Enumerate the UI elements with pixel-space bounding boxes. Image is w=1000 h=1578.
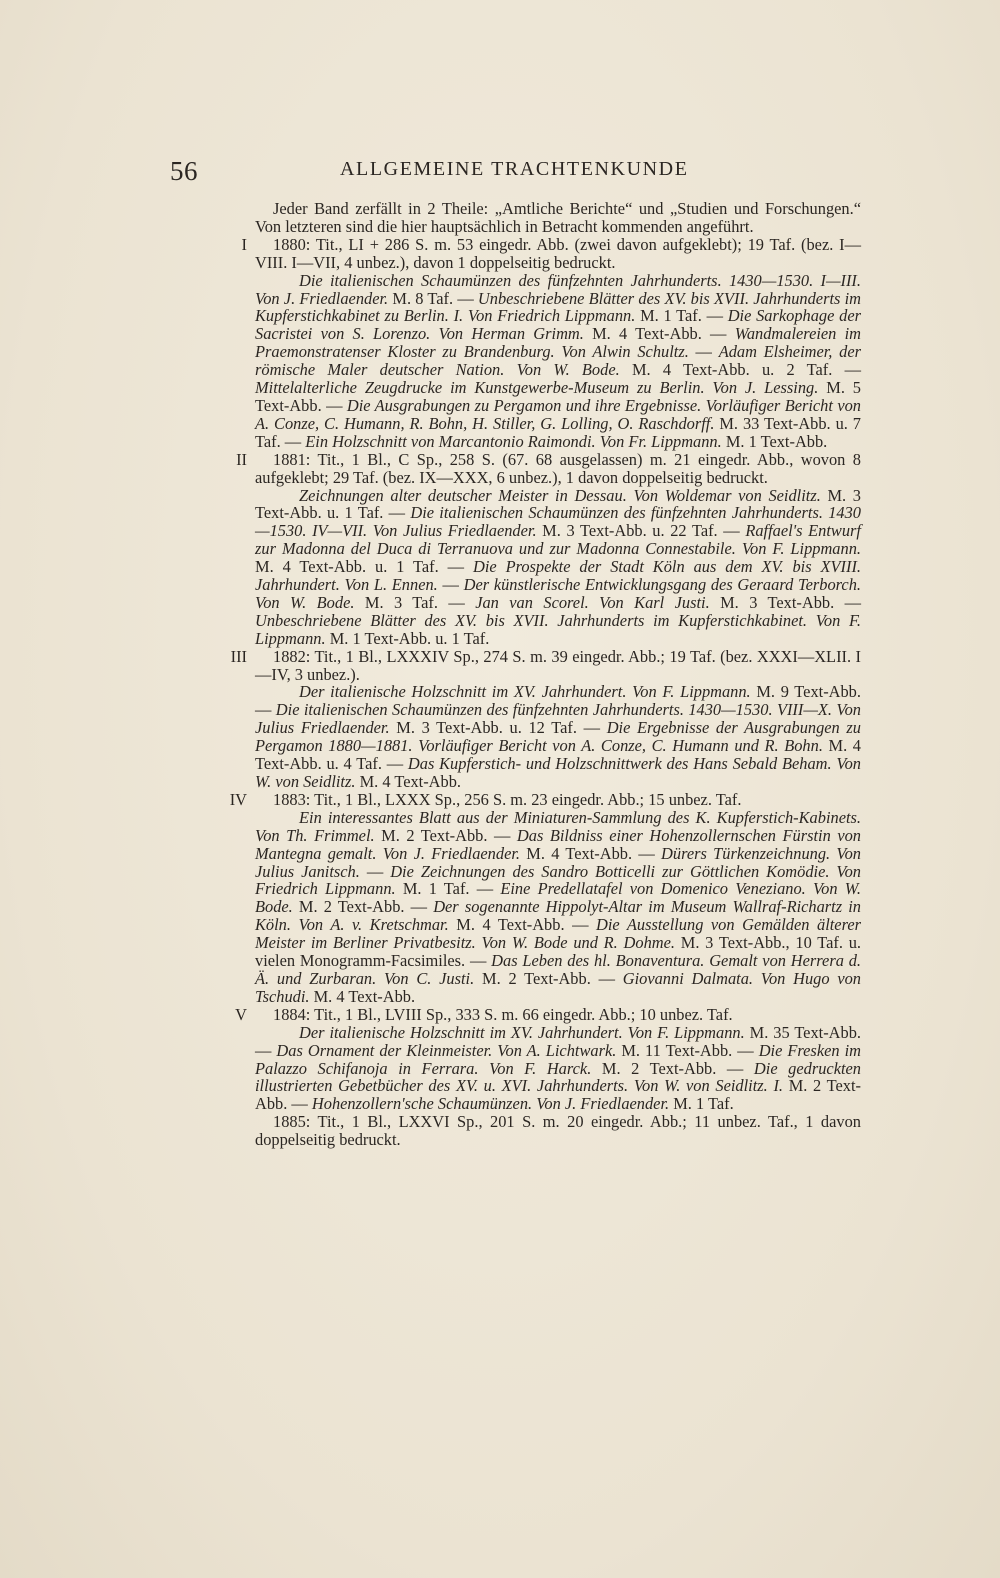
page-body bbox=[229, 199, 862, 1150]
article-title: Das Leben des hl. Bonaventura. Gemalt von Herrera d. Ä. und Zurbaran. Von C. Justi. bbox=[255, 951, 862, 988]
page-number: 56 bbox=[170, 156, 198, 186]
article-title: Raffael's Entwurf zur Madonna del Duca di Terranuova und zur Madonna Connestabile. Von F. Lippmann. bbox=[255, 521, 861, 559]
volume-heading-text: 1885: Tit., 1 Bl., LXXVI Sp., 201 S. m. 20 eingedr. Abb.; 11 unbez. Taf., 1 davon doppelseitig bedruckt. bbox=[255, 1112, 861, 1150]
volume-heading bbox=[255, 451, 861, 487]
article-title: Die Fresken im Palazzo Schifanoja in Ferrara. Von F. Harck. bbox=[255, 1040, 861, 1078]
article-details: M. 4 Text-Abb. — bbox=[520, 843, 662, 863]
article-details: M. 2 Text-Abb. — bbox=[292, 897, 434, 917]
article-title: Das Bildniss einer Hohenzollernschen Fürstin von Mantegna gemalt. Von J. Friedlaender. bbox=[255, 825, 861, 863]
article-details: M. 4 Text-Abb. u. 4 Taf. — bbox=[255, 736, 862, 774]
article-details: M. 3 Text-Abb. — bbox=[709, 592, 861, 612]
article-title: Das Ornament der Kleinmeister. Von A. Lichtwark. bbox=[276, 1040, 617, 1060]
volume-heading bbox=[255, 1113, 861, 1149]
article-details: — bbox=[688, 342, 719, 362]
article-title: Mittelalterliche Zeugdrucke im Kunstgewerbe-Museum zu Berlin. Von J. Lessing. bbox=[255, 378, 819, 398]
volume-heading-text: 1883: Tit., 1 Bl., LXXX Sp., 256 S. m. 23 eingedr. Abb.; 15 unbez. Taf. bbox=[273, 789, 742, 809]
intro-paragraph: Jeder Band zerfällt in 2 Theile: „Amtliche Berichte“ und „Studien und Forschungen.“ Von letzteren sind die hier hauptsächlich in Betracht kommenden angeführt. bbox=[255, 199, 861, 236]
volume-heading-text: 1884: Tit., 1 Bl., LVIII Sp., 333 S. m. 66 eingedr. Abb.; 10 unbez. Taf. bbox=[273, 1004, 733, 1024]
article-title: Jan van Scorel. Von Karl Justi. bbox=[475, 592, 710, 612]
article-title: Eine Predellatafel von Domenico Veneziano. Von W. Bode. bbox=[255, 879, 861, 917]
volume-number: V bbox=[235, 1004, 247, 1024]
article-details: M. 2 Text-Abb. — bbox=[255, 1076, 861, 1114]
article-title: Unbeschriebene Blätter des XV. bis XVII. Jahrhunderts im Kupferstichkabinet zu Berlin. I. Von Friedrich Lippmann. bbox=[255, 288, 861, 326]
article-title: Unbeschriebene Blätter des XV. bis XVII. Jahrhunderts im Kupferstichkabinet. Von F. Lippmann. bbox=[255, 610, 861, 648]
article-details: M. 2 Text-Abb. — bbox=[474, 968, 623, 988]
article-details: M. 4 Text-Abb. bbox=[355, 772, 462, 791]
article-title: Giovanni Dalmata. Von Hugo von Tschudi. bbox=[255, 968, 862, 1006]
article-title: Zeichnungen alter deutscher Meister in Dessau. Von Woldemar von Seidlitz. bbox=[299, 485, 821, 505]
running-head: ALLGEMEINE TRACHTENKUNDE bbox=[340, 158, 689, 180]
article-title: Die Ausgrabungen zu Pergamon und ihre Ergebnisse. Vorläufiger Bericht von A. Conze, C. Humann, R. Bohn, H. Stiller, G. Lolling, O. Raschdorff. bbox=[255, 395, 861, 433]
volume-number: I bbox=[241, 234, 247, 254]
article-details: M. 11 Text-Abb. — bbox=[616, 1040, 759, 1060]
volume-entry bbox=[255, 1113, 861, 1149]
volume-heading bbox=[255, 791, 861, 809]
article-details: M. 9 Text-Abb. — bbox=[255, 682, 861, 720]
article-title: Hohenzollern'sche Schaumünzen. Von J. Friedlaender. bbox=[311, 1094, 670, 1114]
volume-contents bbox=[255, 487, 861, 648]
volume-contents bbox=[255, 809, 861, 1006]
article-details: M. 4 Text-Abb. — bbox=[583, 324, 735, 344]
volume-heading-text: 1880: Tit., LI + 286 S. m. 53 eingedr. Abb. (zwei davon aufgeklebt); 19 Taf. (bez. I—VIII. I—VII, 4 unbez.), davon 1 doppelseitig bedruckt. bbox=[255, 234, 861, 272]
article-title: Wandmalereien im Praemonstratenser Kloster zu Brandenburg. Von Alwin Schultz. bbox=[255, 324, 861, 362]
article-details: M. 1 Text-Abb. u. 1 Taf. bbox=[325, 628, 490, 648]
article-title: Adam Elsheimer, der römische Maler deutscher Nation. Von W. Bode. bbox=[255, 342, 861, 380]
article-details: M. 4 Text-Abb. u. 2 Taf. — bbox=[619, 360, 861, 380]
volume-contents bbox=[255, 1024, 861, 1114]
volume-heading bbox=[255, 236, 861, 272]
article-title: Ein Holzschnitt von Marcantonio Raimondi. Von Fr. Lippmann. bbox=[305, 431, 722, 451]
volume-entry bbox=[229, 789, 862, 1006]
article-details: M. 1 Taf. — bbox=[635, 306, 728, 326]
article-title: Die italienischen Schaumünzen des fünfzehnten Jahrhunderts. 1430—1530. IV—VII. Von Julius Friedlaender. bbox=[255, 503, 861, 541]
volume-heading-text: 1882: Tit., 1 Bl., LXXXIV Sp., 274 S. m. 39 eingedr. Abb.; 19 Taf. (bez. XXXI—XLII. I—IV, 3 unbez.). bbox=[255, 646, 861, 684]
article-details: M. 4 Text-Abb. — bbox=[448, 915, 596, 935]
article-details: M. 4 Text-Abb. bbox=[309, 986, 416, 1006]
volume-number: IV bbox=[229, 789, 247, 809]
article-details: M. 5 Text-Abb. — bbox=[255, 378, 861, 415]
volume-number: III bbox=[230, 646, 247, 666]
article-title: Der künstlerische Entwicklungsgang des Geraard Terborch. Von W. Bode. bbox=[255, 575, 861, 612]
article-title: Der sogenannte Hippolyt-Altar im Museum Wallraf-Richartz in Köln. Von A. v. Kretschmar. bbox=[255, 897, 862, 935]
article-details: M. 33 Text-Abb. u. 7 Taf. — bbox=[255, 413, 861, 451]
article-details: M. 2 Text-Abb. — bbox=[591, 1058, 754, 1078]
volume-heading bbox=[255, 1006, 861, 1024]
article-details: M. 1 Taf. — bbox=[395, 879, 501, 899]
volume-entry bbox=[235, 1004, 861, 1114]
article-details: M. 3 Taf. — bbox=[354, 592, 476, 612]
article-details: M. 3 Text-Abb., 10 Taf. u. vielen Monogramm-Facsimiles. — bbox=[255, 933, 861, 971]
article-details: M. 1 Taf. bbox=[669, 1094, 734, 1114]
volume-number: II bbox=[236, 449, 247, 469]
article-title: Der italienische Holzschnitt im XV. Jahrhundert. Von F. Lippmann. bbox=[299, 682, 751, 702]
article-title: Die Ergebnisse der Ausgrabungen zu Pergamon 1880—1881. Vorläufiger Bericht von A. Conze, C. Humann und R. Bohn. bbox=[255, 718, 861, 756]
volume-heading bbox=[255, 648, 861, 684]
article-title: Der italienische Holzschnitt im XV. Jahrhundert. Von F. Lippmann. bbox=[299, 1022, 745, 1042]
volume-entry bbox=[241, 234, 861, 451]
article-details: M. 4 Text-Abb. u. 1 Taf. — bbox=[255, 557, 473, 577]
article-details: M. 35 Text-Abb. — bbox=[255, 1022, 861, 1060]
volume-heading-text: 1881: Tit., 1 Bl., C Sp., 258 S. (67. 68 ausgelassen) m. 21 eingedr. Abb., wovon 8 aufgeklebt; 29 Taf. (bez. IX—XXX, 6 unbez.), 1 davon doppelseitig bedruckt. bbox=[255, 449, 861, 487]
article-title: Ein interessantes Blatt aus der Miniaturen-Sammlung des K. Kupferstich-Kabinets. Von Th. Frimmel. bbox=[255, 807, 861, 845]
article-title: Die Ausstellung von Gemälden älterer Meister im Berliner Privatbesitz. Von W. Bode und R. Dohme. bbox=[255, 915, 861, 953]
volume-contents bbox=[255, 683, 861, 790]
article-title: Die gedruckten illustrierten Gebetbücher des XV. u. XVI. Jahrhunderts. Von W. von Seidlitz. I. bbox=[255, 1058, 861, 1096]
article-title: Dürers Türkenzeichnung. Von Julius Janitsch. bbox=[255, 843, 861, 881]
article-details: M. 2 Text-Abb. — bbox=[374, 825, 517, 845]
article-details: M. 1 Text-Abb. bbox=[721, 431, 828, 451]
article-details: M. 3 Text-Abb. u. 22 Taf. — bbox=[536, 521, 746, 541]
article-details: — bbox=[359, 861, 391, 881]
volume-entry bbox=[230, 646, 862, 791]
volume-entry bbox=[236, 449, 861, 648]
volume-list bbox=[229, 234, 862, 1150]
article-title: Die italienischen Schaumünzen des fünfzehnten Jahrhunderts. 1430—1530. I—III. Von J. Friedlaender. bbox=[255, 270, 861, 308]
article-title: Die italienischen Schaumünzen des fünfzehnten Jahrhunderts. 1430—1530. VIII—X. Von Julius Friedlaender. bbox=[255, 700, 861, 738]
article-details: M. 3 Text-Abb. u. 1 Taf. — bbox=[255, 485, 861, 523]
volume-contents bbox=[255, 272, 861, 451]
article-title: Die Zeichnungen des Sandro Botticelli zur Göttlichen Komödie. Von Friedrich Lippmann. bbox=[255, 861, 861, 899]
article-title: Das Kupferstich- und Holzschnittwerk des Hans Sebald Beham. Von W. von Seidlitz. bbox=[255, 754, 861, 791]
article-details: M. 3 Text-Abb. u. 12 Taf. — bbox=[389, 718, 607, 738]
article-title: Die Sarkophage der Sacristei von S. Lorenzo. Von Herman Grimm. bbox=[255, 306, 861, 344]
article-details: M. 8 Taf. — bbox=[388, 288, 478, 308]
article-title: Die Prospekte der Stadt Köln aus dem XV. bis XVIII. Jahrhundert. Von L. Ennen. bbox=[255, 557, 861, 595]
article-details: — bbox=[437, 575, 464, 595]
